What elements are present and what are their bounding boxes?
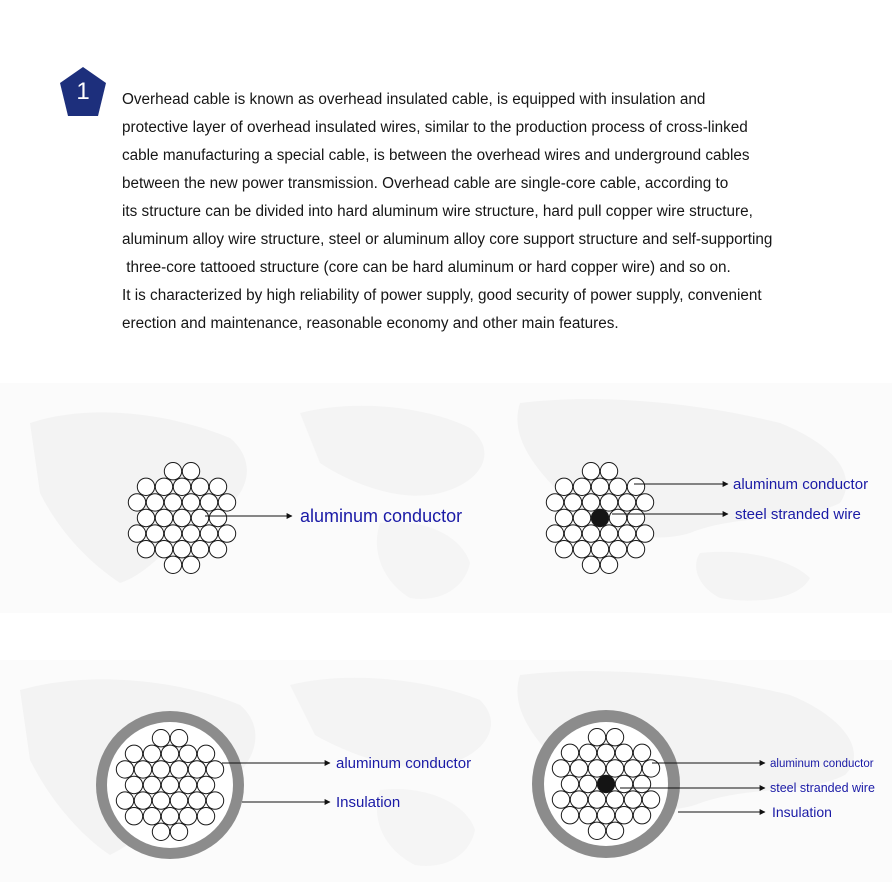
section-number: 1	[76, 78, 90, 105]
aluminum-strand	[191, 478, 208, 495]
aluminum-strand	[633, 807, 650, 824]
aluminum-strand	[209, 509, 226, 526]
aluminum-strand	[218, 525, 235, 542]
aluminum-strand	[618, 494, 635, 511]
aluminum-strand	[182, 463, 199, 480]
label-aluminum-conductor: aluminum conductor	[300, 506, 463, 526]
aluminum-strand	[588, 791, 605, 808]
intro-line: three-core tattooed structure (core can be hard aluminum or hard copper wire) and so on.	[122, 259, 731, 276]
aluminum-strand	[588, 822, 605, 839]
aluminum-strand	[600, 556, 617, 573]
aluminum-strand	[636, 525, 653, 542]
aluminum-strand	[128, 525, 145, 542]
label-aluminum-conductor: aluminum conductor	[336, 755, 472, 772]
aluminum-strand	[579, 807, 596, 824]
aluminum-strand	[134, 761, 151, 778]
aluminum-strand	[573, 541, 590, 558]
aluminum-strand	[582, 556, 599, 573]
aluminum-strand	[627, 541, 644, 558]
aluminum-strand	[197, 745, 214, 762]
aluminum-strand	[555, 478, 572, 495]
intro-line: its structure can be divided into hard aluminum wire structure, hard pull copper wire structure,	[122, 203, 753, 220]
aluminum-strand	[134, 792, 151, 809]
aluminum-strand	[555, 509, 572, 526]
aluminum-strand	[116, 792, 133, 809]
aluminum-strand	[570, 760, 587, 777]
aluminum-strand	[182, 494, 199, 511]
aluminum-strand	[573, 509, 590, 526]
aluminum-strand	[164, 525, 181, 542]
aluminum-strand	[152, 761, 169, 778]
aluminum-strand	[191, 509, 208, 526]
aluminum-strand	[600, 525, 617, 542]
aluminum-strand	[143, 745, 160, 762]
aluminum-strand	[161, 808, 178, 825]
aluminum-strand	[206, 761, 223, 778]
aluminum-strand	[588, 729, 605, 746]
aluminum-strand	[552, 760, 569, 777]
aluminum-strand	[173, 478, 190, 495]
aluminum-strand	[155, 478, 172, 495]
aluminum-strand	[200, 525, 217, 542]
aluminum-strand	[579, 744, 596, 761]
aluminum-strand	[152, 823, 169, 840]
conductor-strand-bundle	[552, 729, 659, 840]
aluminum-strand	[161, 776, 178, 793]
label-aluminum-conductor: aluminum conductor	[733, 476, 869, 493]
aluminum-strand	[116, 761, 133, 778]
aluminum-strand	[146, 525, 163, 542]
aluminum-strand	[561, 807, 578, 824]
aluminum-strand	[188, 792, 205, 809]
aluminum-strand	[125, 745, 142, 762]
aluminum-strand	[155, 509, 172, 526]
aluminum-strand	[570, 791, 587, 808]
aluminum-strand	[591, 478, 608, 495]
aluminum-strand	[561, 744, 578, 761]
intro-line: cable manufacturing a special cable, is between the overhead wires and underground cables	[122, 147, 750, 164]
intro-line: It is characterized by high reliability of power supply, good security of power supply, convenient	[122, 287, 762, 304]
aluminum-strand	[143, 776, 160, 793]
aluminum-strand	[609, 478, 626, 495]
aluminum-strand	[170, 761, 187, 778]
aluminum-strand	[636, 494, 653, 511]
aluminum-strand	[618, 525, 635, 542]
aluminum-strand	[597, 744, 614, 761]
label-aluminum-conductor: aluminum conductor	[770, 758, 874, 770]
diagram-steel-reinforced-conductor	[546, 463, 868, 574]
aluminum-strand	[606, 760, 623, 777]
aluminum-strand	[588, 760, 605, 777]
aluminum-strand	[137, 509, 154, 526]
diagram-insulated-conductor	[96, 711, 471, 859]
diagram-insulated-steel-reinforced-conductor	[532, 710, 875, 858]
aluminum-strand	[606, 822, 623, 839]
aluminum-strand	[137, 478, 154, 495]
aluminum-strand	[164, 463, 181, 480]
aluminum-strand	[170, 823, 187, 840]
aluminum-strand	[146, 494, 163, 511]
intro-line: protective layer of overhead insulated wires, similar to the production process of cross-linked	[122, 119, 748, 136]
aluminum-strand	[188, 761, 205, 778]
aluminum-strand	[170, 792, 187, 809]
aluminum-strand	[627, 509, 644, 526]
aluminum-strand	[155, 541, 172, 558]
intro-line: erection and maintenance, reasonable economy and other main features.	[122, 315, 619, 332]
aluminum-strand	[546, 494, 563, 511]
aluminum-strand	[600, 494, 617, 511]
aluminum-strand	[179, 808, 196, 825]
aluminum-strand	[218, 494, 235, 511]
steel-strand	[597, 775, 614, 792]
label-insulation: Insulation	[336, 794, 401, 811]
aluminum-strand	[561, 775, 578, 792]
aluminum-strand	[206, 792, 223, 809]
aluminum-strand	[209, 478, 226, 495]
aluminum-strand	[161, 745, 178, 762]
aluminum-strand	[125, 808, 142, 825]
aluminum-strand	[579, 775, 596, 792]
aluminum-strand	[552, 791, 569, 808]
intro-line: between the new power transmission. Overhead cable are single-core cable, according to	[122, 175, 729, 192]
aluminum-strand	[600, 463, 617, 480]
aluminum-strand	[597, 807, 614, 824]
intro-line: aluminum alloy wire structure, steel or aluminum alloy core support structure and self-supporting	[122, 231, 773, 248]
aluminum-strand	[573, 478, 590, 495]
aluminum-strand	[582, 494, 599, 511]
aluminum-strand	[633, 744, 650, 761]
intro-line: Overhead cable is known as overhead insulated cable, is equipped with insulation and	[122, 91, 706, 108]
label-steel-stranded-wire: steel stranded wire	[735, 506, 861, 523]
aluminum-strand	[143, 808, 160, 825]
aluminum-strand	[624, 791, 641, 808]
aluminum-strand	[564, 494, 581, 511]
aluminum-strand	[615, 807, 632, 824]
aluminum-strand	[182, 556, 199, 573]
aluminum-strand	[179, 745, 196, 762]
aluminum-strand	[627, 478, 644, 495]
aluminum-strand	[173, 509, 190, 526]
aluminum-strand	[642, 791, 659, 808]
conductor-strand-bundle	[116, 730, 223, 841]
aluminum-strand	[200, 494, 217, 511]
aluminum-strand	[615, 775, 632, 792]
aluminum-strand	[191, 541, 208, 558]
diagram-aluminum-conductor	[128, 463, 462, 574]
aluminum-strand	[173, 541, 190, 558]
label-insulation: Insulation	[772, 804, 832, 820]
aluminum-strand	[555, 541, 572, 558]
aluminum-strand	[164, 556, 181, 573]
steel-strand	[591, 509, 608, 526]
aluminum-strand	[564, 525, 581, 542]
aluminum-strand	[609, 541, 626, 558]
aluminum-strand	[179, 776, 196, 793]
aluminum-strand	[152, 730, 169, 747]
aluminum-strand	[606, 791, 623, 808]
aluminum-strand	[582, 463, 599, 480]
aluminum-strand	[125, 776, 142, 793]
aluminum-strand	[582, 525, 599, 542]
aluminum-strand	[170, 730, 187, 747]
aluminum-strand	[152, 792, 169, 809]
aluminum-strand	[633, 775, 650, 792]
aluminum-strand	[137, 541, 154, 558]
aluminum-strand	[209, 541, 226, 558]
aluminum-strand	[606, 729, 623, 746]
aluminum-strand	[197, 776, 214, 793]
conductor-strand-bundle	[546, 463, 653, 574]
aluminum-strand	[615, 744, 632, 761]
aluminum-strand	[591, 541, 608, 558]
aluminum-strand	[164, 494, 181, 511]
aluminum-strand	[609, 509, 626, 526]
aluminum-strand	[128, 494, 145, 511]
aluminum-strand	[624, 760, 641, 777]
conductor-strand-bundle	[128, 463, 235, 574]
label-steel-stranded-wire: steel stranded wire	[770, 781, 875, 795]
aluminum-strand	[546, 525, 563, 542]
aluminum-strand	[197, 808, 214, 825]
aluminum-strand	[642, 760, 659, 777]
aluminum-strand	[182, 525, 199, 542]
